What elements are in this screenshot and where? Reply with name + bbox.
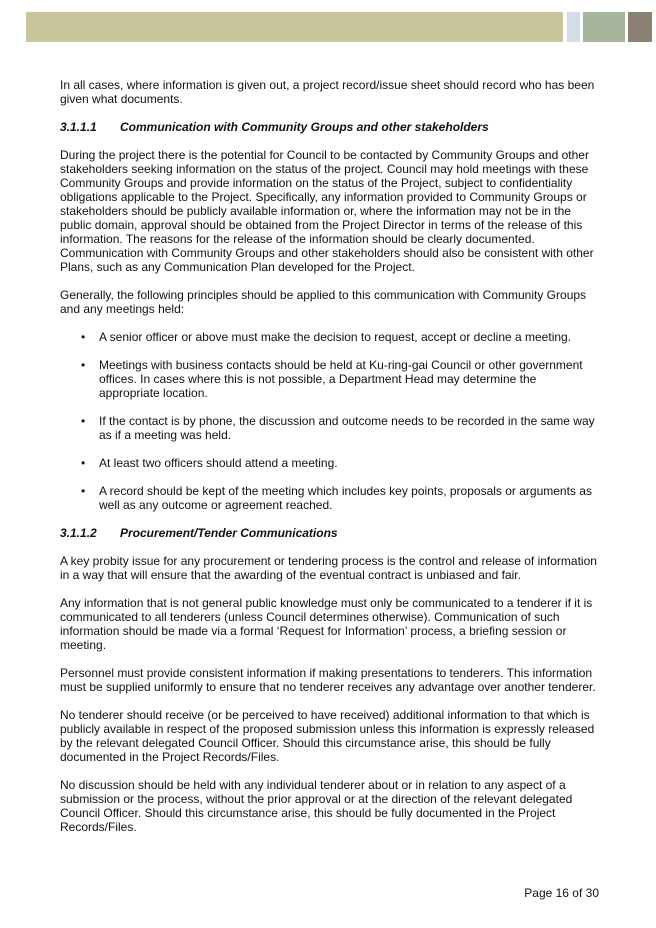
procurement-paragraph-2: Any information that is not general public knowledge must only be communicated to a tenderer if it is communicated to all tenderers (unless Council determines otherwise). Communication of such information should be made via a formal ‘Request for Information’ process, a briefing session or meeting. — [60, 596, 593, 652]
intro-paragraph: In all cases, where information is given out, a project record/issue sheet should record who has been given what documents. — [60, 78, 595, 106]
header-bar-blue-segment — [567, 12, 580, 42]
community-paragraph-1: During the project there is the potential for Council to be contacted by Community Groups and other stakeholders seeking information on the status of the project. Council may hold meetings with these Community Groups and provide information on the status of the Project, subject to confidentiality obligations applicable to the Project. Specifically, any information provided to Community Groups or stakeholders should be publicly available information or, where the information may not be in the public domain, approval should be obtained from the Project Director in terms of the release of this information. The reasons for the release of the information should be clearly documented. Communication with Community Groups and other stakeholders should also be consistent with other Plans, such as any Communication Plan developed for the Project. — [60, 148, 594, 274]
header-color-bar — [26, 12, 652, 42]
section-number: 3.1.1.2 — [60, 526, 97, 540]
bullet-icon: • — [81, 330, 86, 344]
procurement-paragraph-3: Personnel must provide consistent information if making presentations to tenderers. This information must be supplied uniformly to ensure that no tenderer receives any advantage over another tenderer. — [60, 666, 596, 694]
header-bar-main-segment — [26, 12, 563, 42]
list-item: • Meetings with business contacts should be held at Ku-ring-gai Council or other government offices. In cases where this is not possible, a Department Head may determine the appropriate location. — [81, 358, 583, 400]
bullet-icon: • — [81, 414, 86, 428]
document-body — [60, 78, 600, 848]
header-bar-brown-segment — [628, 12, 652, 42]
section-number: 3.1.1.1 — [60, 120, 97, 134]
procurement-paragraph-1: A key probity issue for any procurement or tendering process is the control and release of information in a way that will ensure that the awarding of the eventual contract is unbiased and fair. — [60, 554, 597, 582]
section-title: Communication with Community Groups and other stakeholders — [120, 120, 489, 134]
section-heading-community — [60, 120, 600, 134]
section-title: Procurement/Tender Communications — [120, 526, 338, 540]
section-heading-procurement — [60, 526, 600, 540]
list-item: • If the contact is by phone, the discussion and outcome needs to be recorded in the same way as if a meeting was held. — [81, 414, 595, 442]
bullet-icon: • — [81, 358, 86, 372]
header-bar-green-segment — [583, 12, 625, 42]
list-item: • A senior officer or above must make the decision to request, accept or decline a meeting. — [81, 330, 572, 344]
bullet-icon: • — [81, 456, 86, 470]
procurement-paragraph-4: No tenderer should receive (or be perceived to have received) additional information to that which is publicly available in respect of the proposed submission unless this information is expressly released by the relevant delegated Council Officer. Should this circumstance arise, this should be fully documented in the Project Records/Files. — [60, 708, 595, 764]
bullet-icon: • — [81, 484, 86, 498]
list-item: • At least two officers should attend a meeting. — [81, 456, 338, 470]
procurement-paragraph-5: No discussion should be held with any individual tenderer about or in relation to any aspect of a submission or the process, without the prior approval or at the direction of the relevant delegated Council Officer. Should this circumstance arise, this should be fully documented in the Project Records/Files. — [60, 778, 573, 834]
list-item: • A record should be kept of the meeting which includes key points, proposals or arguments as well as any outcome or agreement reached. — [81, 484, 592, 512]
page-number: Page 16 of 30 — [524, 886, 599, 900]
community-paragraph-2: Generally, the following principles should be applied to this communication with Community Groups and any meetings held: — [60, 288, 587, 316]
principles-list — [60, 330, 600, 512]
